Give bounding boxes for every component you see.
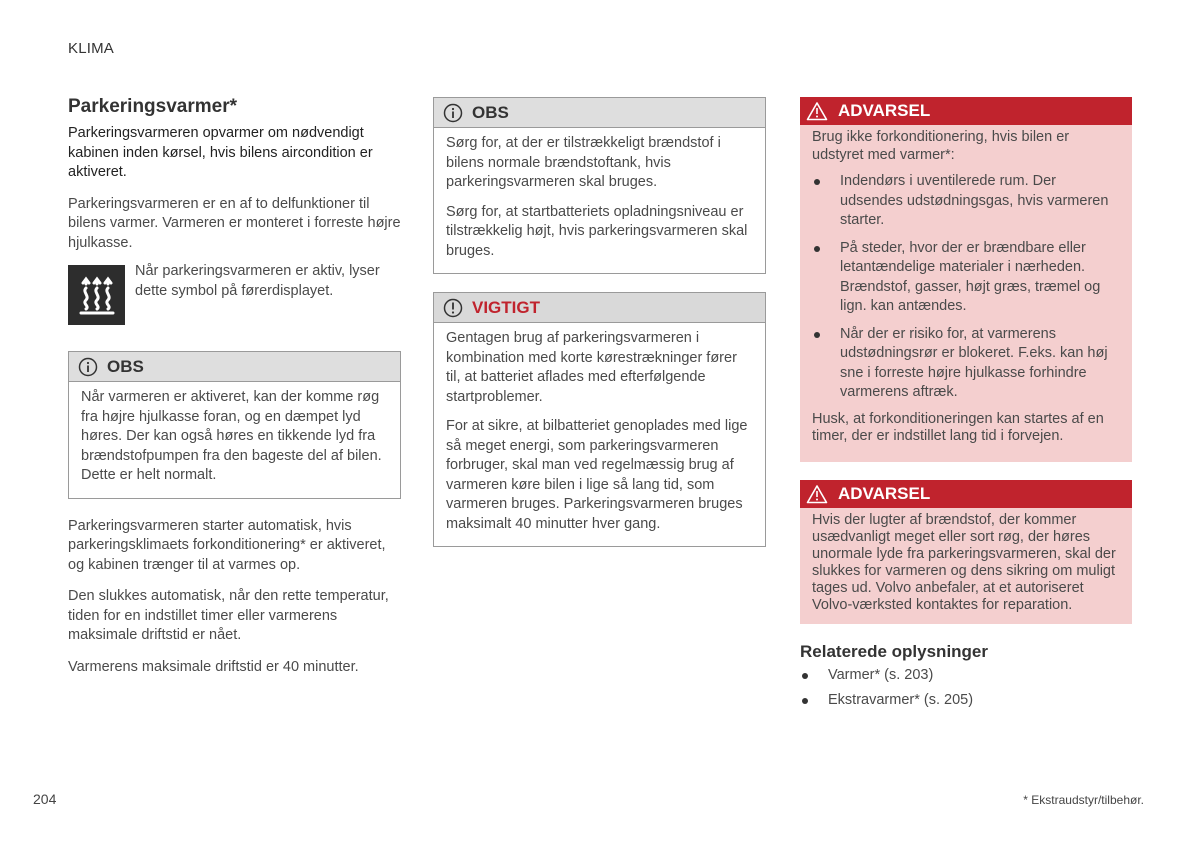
obs-text: Når varmeren er aktiveret, kan der komme røg fra højre hjulkasse foran, og en dæmpet lyd høres. Der kan også høres en tikkende lyd fra brændstofpumpen fra den bageste del af bilen. Dette er helt normalt. (81, 389, 382, 483)
advarsel-box (800, 480, 1132, 624)
obs-box (433, 97, 766, 274)
column-left (68, 96, 401, 689)
advarsel-header (800, 480, 1132, 508)
related-link[interactable]: Ekstravarmer* (s. 205) (800, 691, 1132, 711)
advarsel-label: ADVARSEL (838, 101, 931, 120)
obs-label: OBS (472, 102, 509, 122)
list-item: Når der er risiko for, at varmerens udstødningsrør er blokeret. F.eks. kan høj sne i forreste højre hjulkasse forhindre varmerens aftræk. (812, 325, 1120, 403)
obs-text: Sørg for, at der er tilstrækkeligt brændstof i bilens normale brændstoftank, hvis parkeringsvarmeren skal bruges. (446, 135, 721, 190)
vigtigt-text: For at sikre, at bilbatteriet genoplades med lige så meget energi, som parkeringsvarmeren forbruger, skal man ved regelmæssig brug af varmeren køre bilen i lige så lang tid, som varmeren bruges. Parkeringsvarmeren bruges maksimalt 40 minutter hver gang. (446, 418, 748, 532)
body-paragraph: Parkeringsvarmeren starter automatisk, hvis parkeringsklimaets forkonditionering* er aktiveret, og kabinen trænger til at varmes op. (68, 517, 386, 573)
intro-text: Parkeringsvarmeren opvarmer om nødvendigt kabinen inden kørsel, hvis bilens aircondition er aktiveret. (68, 125, 373, 180)
advarsel-outro: Husk, at forkonditioneringen kan startes af en timer, der er indstillet lang tid i forvejen. (812, 410, 1104, 444)
section-header: KLIMA (68, 40, 115, 57)
column-right (800, 97, 1132, 717)
obs-box (68, 351, 401, 499)
exclamation-icon (443, 298, 463, 318)
symbol-row (68, 265, 401, 325)
obs-header (69, 352, 400, 382)
body-paragraph: Varmerens maksimale driftstid er 40 minutter. (68, 658, 359, 675)
advarsel-label: ADVARSEL (838, 483, 931, 503)
warning-triangle-icon (806, 101, 828, 121)
obs-header (434, 98, 765, 128)
info-icon (78, 357, 98, 377)
obs-label: OBS (107, 356, 144, 376)
related-info (800, 642, 1132, 711)
vigtigt-text: Gentagen brug af parkeringsvarmeren i kombination med korte kørestrækninger fører til, at batteriet aflades med efterfølgende startproblemer. (446, 330, 737, 405)
advarsel-header (800, 97, 1132, 125)
vigtigt-box (433, 292, 766, 547)
warning-triangle-icon (806, 484, 828, 504)
symbol-description: Når parkeringsvarmeren er aktiv, lyser dette symbol på førerdisplayet. (135, 263, 380, 299)
page-number: 204 (33, 791, 57, 807)
vigtigt-label: VIGTIGT (472, 297, 540, 317)
page-title: Parkeringsvarmer* (68, 96, 237, 117)
related-title: Relaterede oplysninger (800, 641, 989, 661)
related-link[interactable]: Varmer* (s. 203) (800, 666, 1132, 686)
advarsel-box (800, 97, 1132, 462)
advarsel-text: Hvis der lugter af brændstof, der kommer usædvanligt meget eller sort røg, der høres unormale lyde fra parkeringsvarmeren, skal der slukkes for varmeren og dens sikring om muligt tages ud. Volvo anbefaler, at et autoriseret Volvo-værksted kontaktes for reparation. (812, 511, 1116, 613)
body-paragraph: Parkeringsvarmeren er en af to delfunktioner til bilens varmer. Varmeren er monteret i forreste højre hjulkasse. (68, 195, 401, 251)
info-icon (443, 103, 463, 123)
list-item: Indendørs i uventilerede rum. Der udsendes udstødningsgas, hvis varmeren starter. (812, 172, 1120, 231)
obs-text: Sørg for, at startbatteriets opladningsniveau er tilstrækkelig højt, hvis parkeringsvarmeren skal bruges. (446, 203, 748, 259)
footnote: * Ekstraudstyr/tilbehør. (1023, 793, 1144, 807)
advarsel-intro: Brug ikke forkonditionering, hvis bilen er udstyret med varmer*: (812, 129, 1070, 163)
list-item: På steder, hvor der er brændbare eller letantændelige materialer i nærheden. Brændstof, gasser, højt græs, træmel og lign. kan antændes. (812, 239, 1120, 317)
advarsel-list (812, 172, 1120, 403)
vigtigt-header (434, 293, 765, 323)
parking-heater-icon (68, 265, 125, 325)
column-middle (433, 97, 766, 565)
body-paragraph: Den slukkes automatisk, når den rette temperatur, tiden for en indstillet timer eller varmerens maksimale driftstid er nået. (68, 588, 389, 643)
